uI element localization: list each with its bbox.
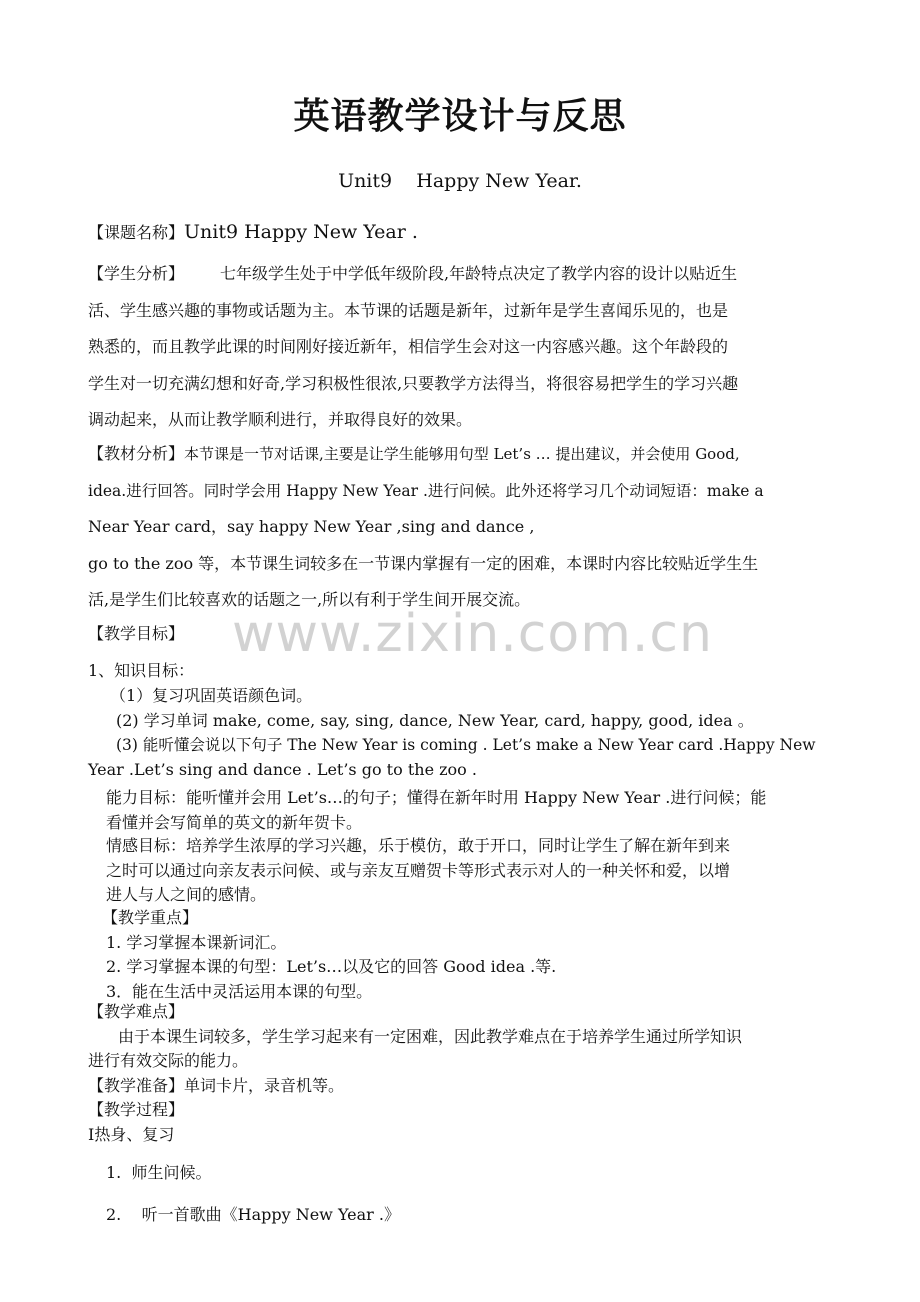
list-item: （1）复习巩固英语颜色词。 <box>110 686 313 705</box>
process-items <box>88 1152 836 1236</box>
paragraph-line: 活、学生感兴趣的事物或话题为主。本节课的话题是新年，过新年是学生喜闻乐见的，也是 <box>88 300 729 320</box>
paragraph-line: Near Year card，say happy New Year ,sing and dance , <box>88 517 535 536</box>
paragraph-line: 活,是学生们比较喜欢的话题之一,所以有利于学生间开展交流。 <box>88 590 531 609</box>
document-subtitle: Unit9 Happy New Year. <box>338 170 582 192</box>
paragraph-line: 进人与人之间的感情。 <box>106 885 267 904</box>
section-label: 【学生分析】 <box>88 264 185 283</box>
section-key-points <box>88 906 836 1004</box>
paragraph-line: 看懂并会写简单的英文的新年贺卡。 <box>106 812 363 832</box>
paragraph-line: 调动起来，从而让教学顺利进行，并取得良好的效果。 <box>88 410 473 429</box>
emotion-objective <box>106 834 836 908</box>
list-item: 1. 学习掌握本课新词汇。 <box>106 932 287 952</box>
knowledge-heading: 1、知识目标： <box>88 660 195 680</box>
paragraph-line: 之时可以通过向亲友表示问候、或与亲友互赠贺卡等形式表示对人的一种关怀和爱，以增 <box>106 860 731 880</box>
ability-objective <box>106 786 836 835</box>
paragraph-line: 情感目标：培养学生浓厚的学习兴趣，乐于模仿，敢于开口，同时让学生了解在新年到来 <box>106 836 731 855</box>
section-label: 【教学准备】 <box>88 1076 185 1095</box>
list-item: Year .Let’s sing and dance . Let’s go to the zoo . <box>88 759 477 779</box>
paragraph-line: 由于本课生词较多，学生学习起来有一定困难，因此教学难点在于培养学生通过所学知识 <box>118 1026 743 1046</box>
paragraph-line: 进行有效交际的能力。 <box>88 1051 249 1070</box>
section-label: 【教学难点】 <box>88 1002 185 1021</box>
document-title: 英语教学设计与反思 <box>293 96 627 137</box>
section-process <box>88 1098 836 1147</box>
section-label: 【教学过程】 <box>88 1100 185 1119</box>
section-text: 单词卡片，录音机等。 <box>184 1076 345 1095</box>
paragraph-line: 本节课是一节对话课,主要是让学生能够用句型 Let’s … 提出建议，并会使用 Good, <box>184 445 740 463</box>
section-objectives <box>88 616 836 689</box>
list-item: 2. 学习掌握本课的句型：Let’s…以及它的回答 Good idea .等. <box>106 957 557 976</box>
list-item: (3) 能听懂会说以下句子 The New Year is coming . Let’s make a New Year card .Happy New <box>116 736 816 754</box>
section-material-analysis <box>88 436 836 619</box>
paragraph-line: 能力目标：能听懂并会用 Let’s…的句子；懂得在新年时用 Happy New Year .进行问候；能 <box>106 788 767 807</box>
section-student-analysis <box>88 256 836 439</box>
section-label: 【教学重点】 <box>102 908 199 927</box>
paragraph-line: go to the zoo 等，本节课生词较多在一节课内掌握有一定的困难，本课时内容比较贴近学生生 <box>88 553 759 573</box>
paragraph-line: 七年级学生处于中学低年级阶段,年龄特点决定了教学内容的设计以贴近生 <box>220 264 738 283</box>
paragraph-line: 熟悉的，而且教学此课的时间刚好接近新年，相信学生会对这一内容感兴趣。这个年龄段的 <box>88 337 729 356</box>
list-item: 3．能在生活中灵活运用本课的句型。 <box>106 981 373 1001</box>
knowledge-items <box>88 684 836 782</box>
list-item: 2. 听一首歌曲《Happy New Year .》 <box>106 1205 400 1224</box>
list-item: (2) 学习单词 make, come, say, sing, dance, New Year, card, happy, good, idea 。 <box>116 710 754 730</box>
paragraph-line: 学生对一切充满幻想和好奇,学习积极性很浓,只要教学方法得当，将很容易把学生的学习兴趣 <box>88 373 739 393</box>
paragraph-line: idea.进行回答。同时学会用 Happy New Year .进行问候。此外还将学习几个动词短语：make a <box>88 481 764 500</box>
section-difficulty <box>88 1000 836 1074</box>
section-topic <box>88 214 836 252</box>
watermark-text: www.zixin.com.cn <box>232 604 713 664</box>
list-item: 1. 师生问候。 <box>106 1163 212 1182</box>
section-preparation <box>88 1074 836 1099</box>
step-heading: Ⅰ热身、复习 <box>88 1124 175 1144</box>
section-label: 【教材分析】 <box>88 444 185 463</box>
section-text: Unit9 Happy New Year . <box>184 221 418 243</box>
section-label: 【教学目标】 <box>88 624 185 643</box>
section-label: 【课题名称】 <box>88 223 185 242</box>
